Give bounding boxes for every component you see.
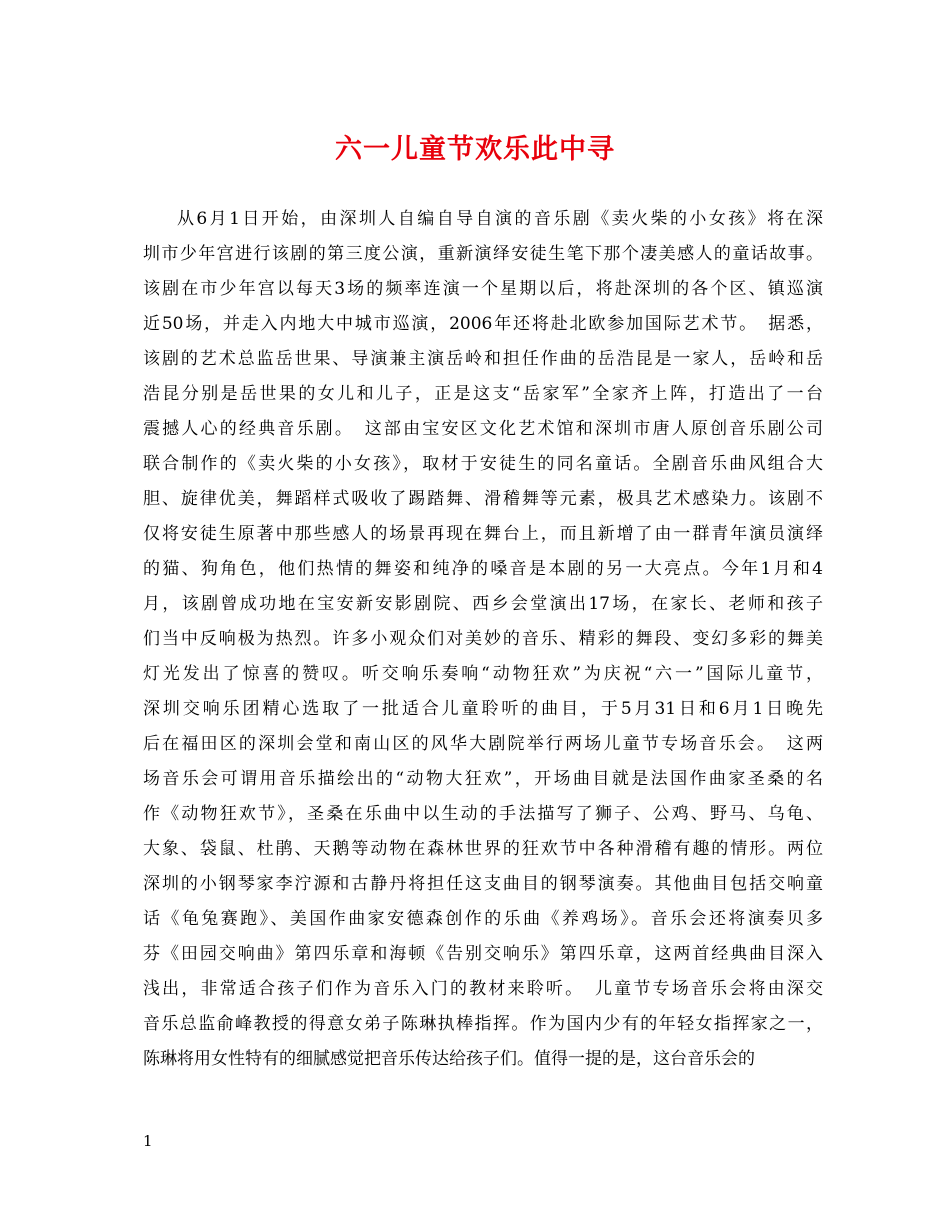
body-line: 陈琳将用女性特有的细腻感觉把音乐传达给孩子们。值得一提的是，这台音乐会的 (143, 1049, 755, 1069)
document-title: 六一儿童节欢乐此中寻 (335, 134, 615, 165)
body-line: 作《动物狂欢节》，圣桑在乐曲中以生动的手法描写了狮子、公鸡、野马、乌龟、 (143, 804, 823, 824)
body-line: 仅将安徒生原著中那些感人的场景再现在舞台上，而且新增了由一群青年演员演绎 (143, 524, 823, 544)
body-line: 圳市少年宫进行该剧的第三度公演，重新演绎安徒生笔下那个凄美感人的童话故事。 (143, 244, 823, 264)
body-line: 月，该剧曾成功地在宝安新安影剧院、西乡会堂演出17场，在家长、老师和孩子 (143, 594, 823, 614)
body-line: 浅出，非常适合孩子们作为音乐入门的教材来聆听。 儿童节专场音乐会将由深交 (143, 979, 823, 999)
body-line: 该剧在市少年宫以每天3场的频率连演一个星期以后，将赴深圳的各个区、镇巡演 (143, 279, 823, 299)
body-line: 话《龟兔赛跑》、美国作曲家安德森创作的乐曲《养鸡场》。音乐会还将演奏贝多 (143, 909, 823, 929)
body-line: 深圳的小钢琴家李泞源和古静丹将担任这支曲目的钢琴演奏。其他曲目包括交响童 (143, 874, 823, 894)
body-line: 们当中反响极为热烈。许多小观众们对美妙的音乐、精彩的舞段、变幻多彩的舞美 (143, 629, 823, 649)
document-body (143, 202, 823, 1077)
body-line: 后在福田区的深圳会堂和南山区的风华大剧院举行两场儿童节专场音乐会。 这两 (143, 734, 823, 754)
body-line: 场音乐会可谓用音乐描绘出的“动物大狂欢”，开场曲目就是法国作曲家圣桑的名 (143, 769, 823, 789)
body-line: 芬《田园交响曲》第四乐章和海顿《告别交响乐》第四乐章，这两首经典曲目深入 (143, 944, 823, 964)
body-line: 该剧的艺术总监岳世果、导演兼主演岳岭和担任作曲的岳浩昆是一家人，岳岭和岳 (143, 349, 823, 369)
body-line: 音乐总监俞峰教授的得意女弟子陈琳执棒指挥。作为国内少有的年轻女指挥家之一， (143, 1014, 823, 1034)
body-line: 震撼人心的经典音乐剧。 这部由宝安区文化艺术馆和深圳市唐人原创音乐剧公司 (143, 419, 823, 439)
body-line: 的猫、狗角色，他们热情的舞姿和纯净的嗓音是本剧的另一大亮点。今年1月和4 (143, 559, 823, 579)
body-line: 胆、旋律优美，舞蹈样式吸收了踢踏舞、滑稽舞等元素，极具艺术感染力。该剧不 (143, 489, 823, 509)
body-line: 浩昆分别是岳世果的女儿和儿子，正是这支“岳家军”全家齐上阵，打造出了一台 (143, 384, 823, 404)
body-line: 灯光发出了惊喜的赞叹。听交响乐奏响“动物狂欢”为庆祝“六一”国际儿童节， (143, 664, 823, 684)
page-number: 1 (143, 1132, 153, 1150)
body-line: 深圳交响乐团精心选取了一批适合儿童聆听的曲目，于5月31日和6月1日晚先 (143, 699, 823, 719)
body-line: 近50场，并走入内地大中城市巡演，2006年还将赴北欧参加国际艺术节。 据悉， (143, 314, 823, 334)
body-line: 大象、袋鼠、杜鹃、天鹅等动物在森林世界的狂欢节中各种滑稽有趣的情形。两位 (143, 839, 823, 859)
body-line: 联合制作的《卖火柴的小女孩》，取材于安徒生的同名童话。全剧音乐曲风组合大 (143, 454, 823, 474)
body-line: 从6月1日开始，由深圳人自编自导自演的音乐剧《卖火柴的小女孩》将在深 (177, 209, 823, 229)
